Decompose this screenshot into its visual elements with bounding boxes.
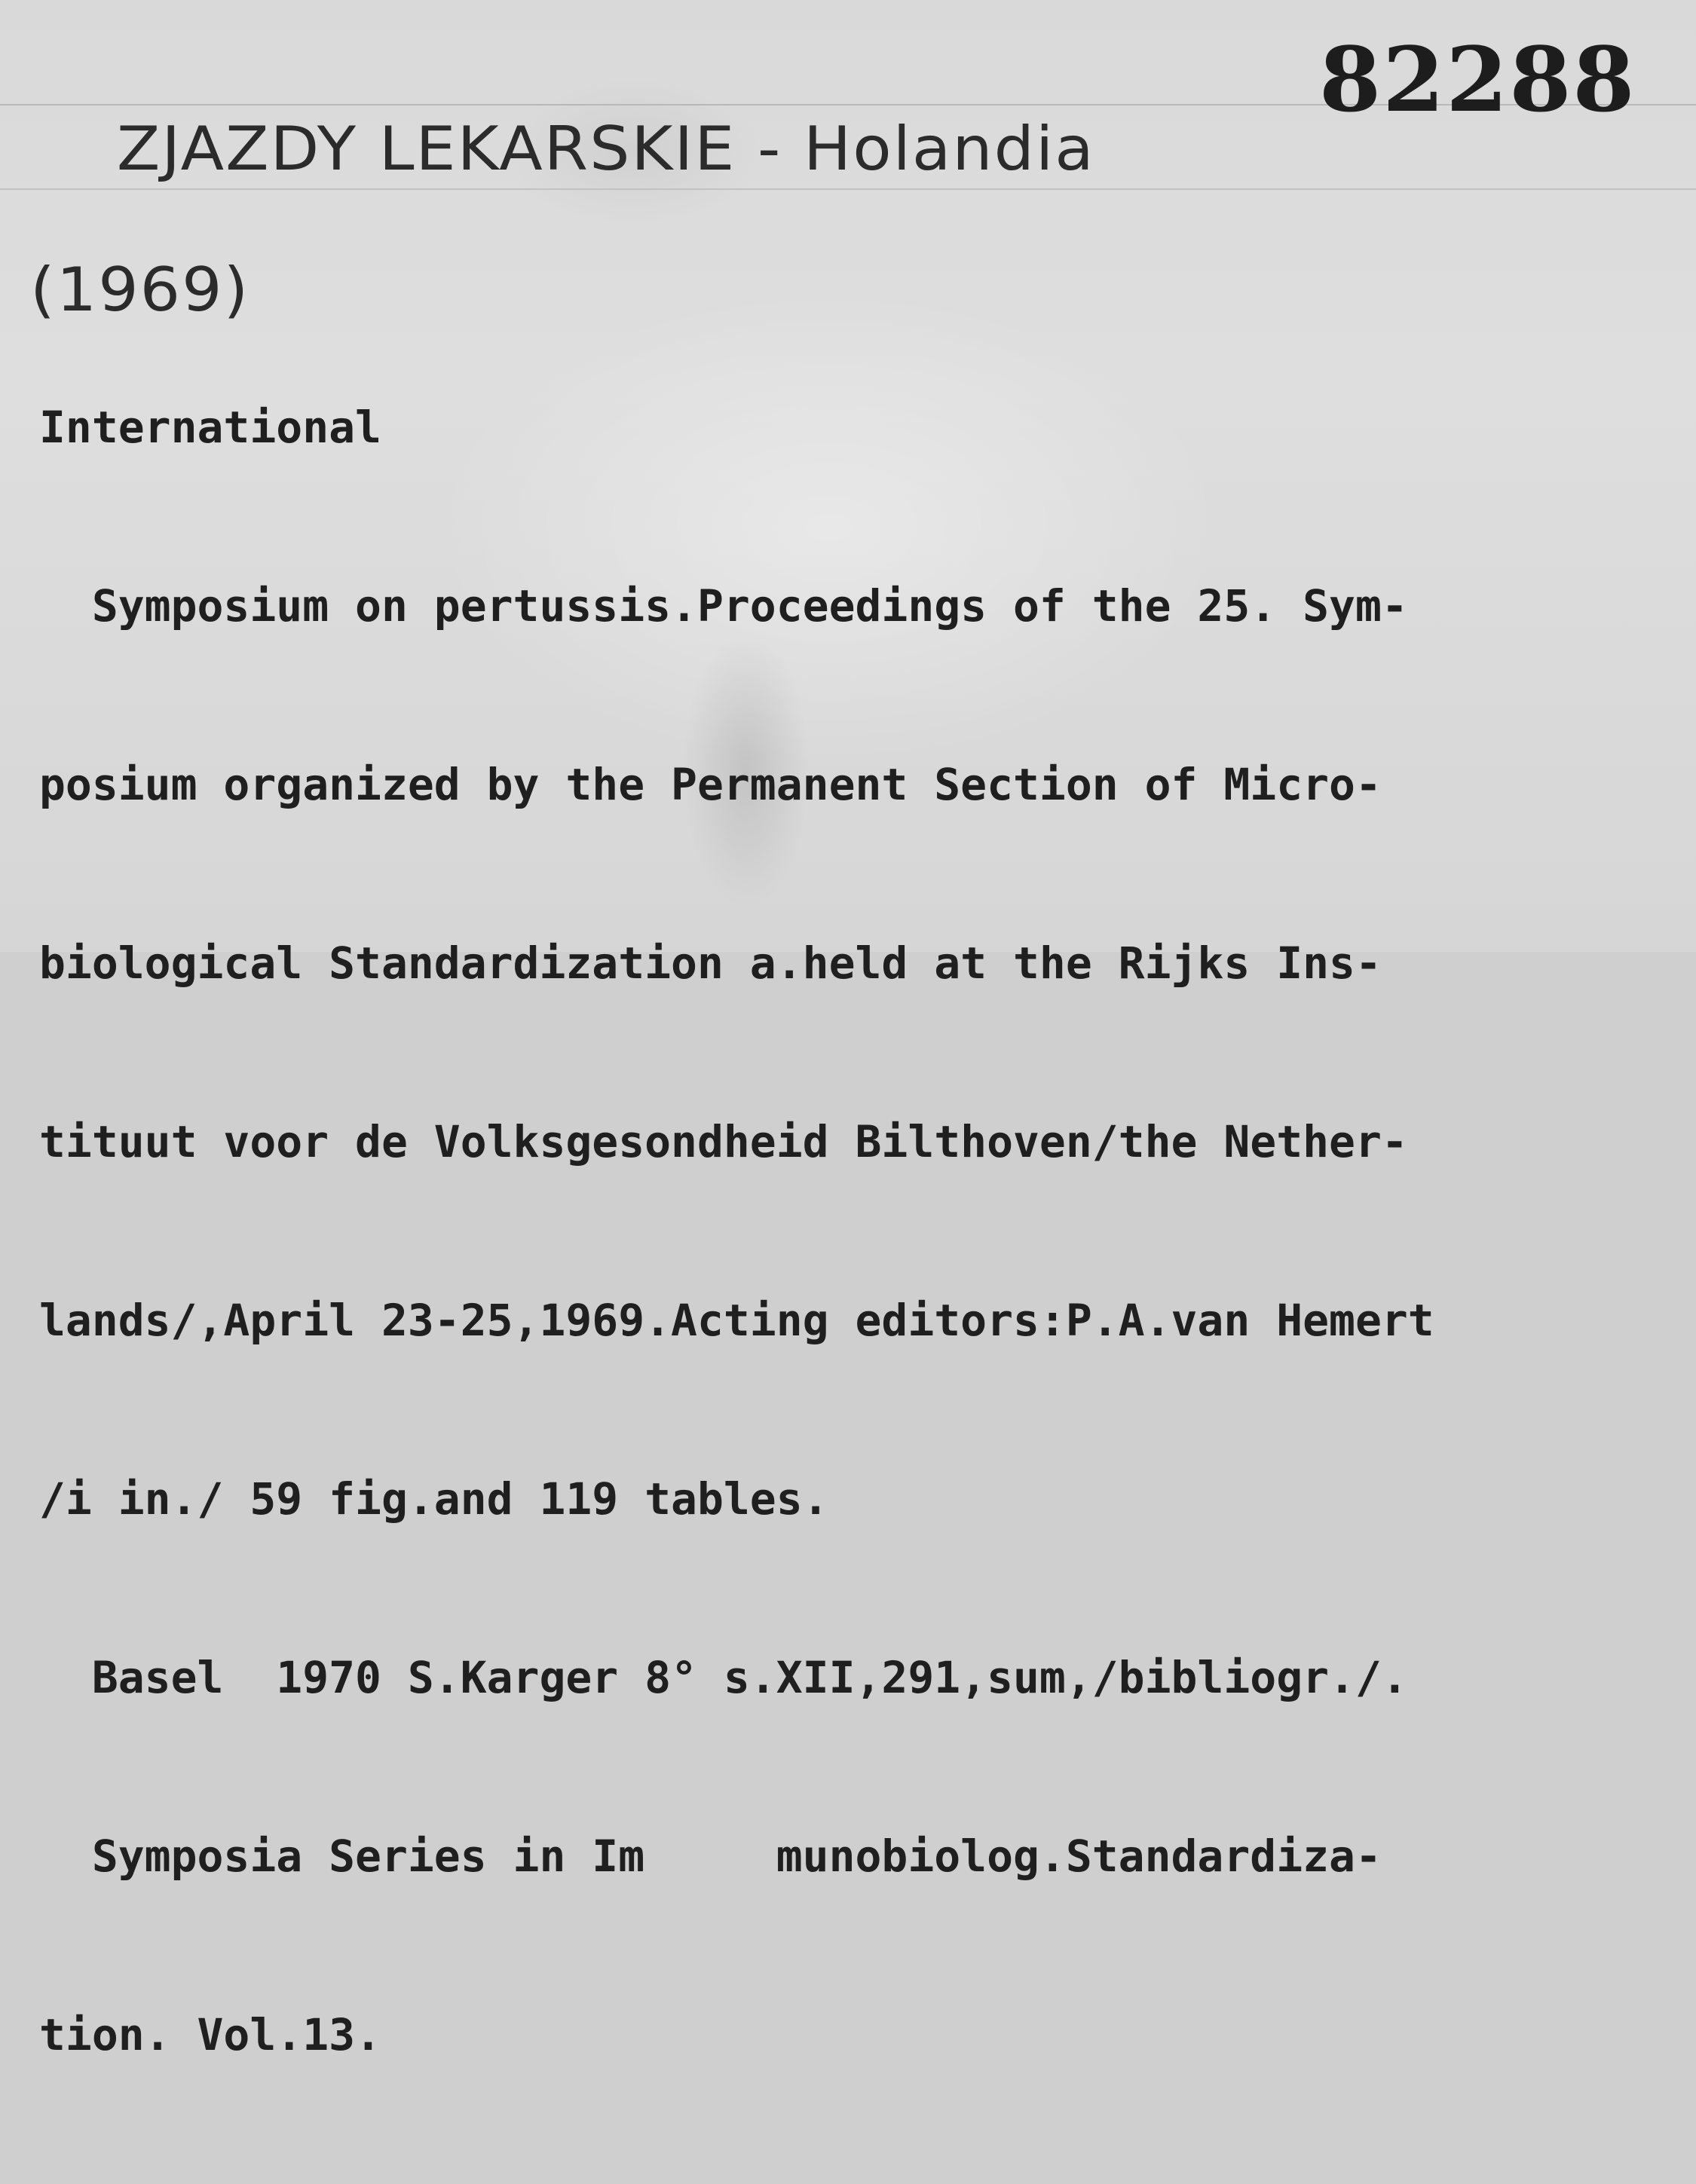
entry-line: International — [39, 402, 381, 453]
entry-line: biological Standardization a.held at the Rijks Ins- — [39, 938, 1382, 989]
entry-line: /i in./ 59 fig.and 119 tables. — [39, 1473, 829, 1525]
entry-line: tituut voor de Volksgesondheid Bilthoven/the Nether- — [39, 1116, 1408, 1167]
entry-line: tion. Vol.13. — [39, 2009, 381, 2060]
entry-line: Symposium on pertussis.Proceedings of the 25. Sym- — [39, 580, 1408, 632]
entry-line: lands/,April 23-25,1969.Acting editors:P.A.van Hemert — [39, 1295, 1434, 1346]
subject-heading: ZJAZDY LEKARSKIE - Holandia — [116, 112, 1095, 184]
entry-line: Symposia Series in Im munobiolog.Standardiza- — [39, 1831, 1382, 1882]
entry-line: Basel 1970 S.Karger 8° s.XII,291,sum,/bibliogr./. — [39, 1652, 1408, 1703]
subject-heading-year: (1969) — [30, 254, 250, 326]
accession-number: 82288 — [1319, 27, 1636, 132]
bibliographic-entry — [39, 279, 1690, 2184]
entry-line: posium organized by the Permanent Section of Micro- — [39, 759, 1382, 810]
